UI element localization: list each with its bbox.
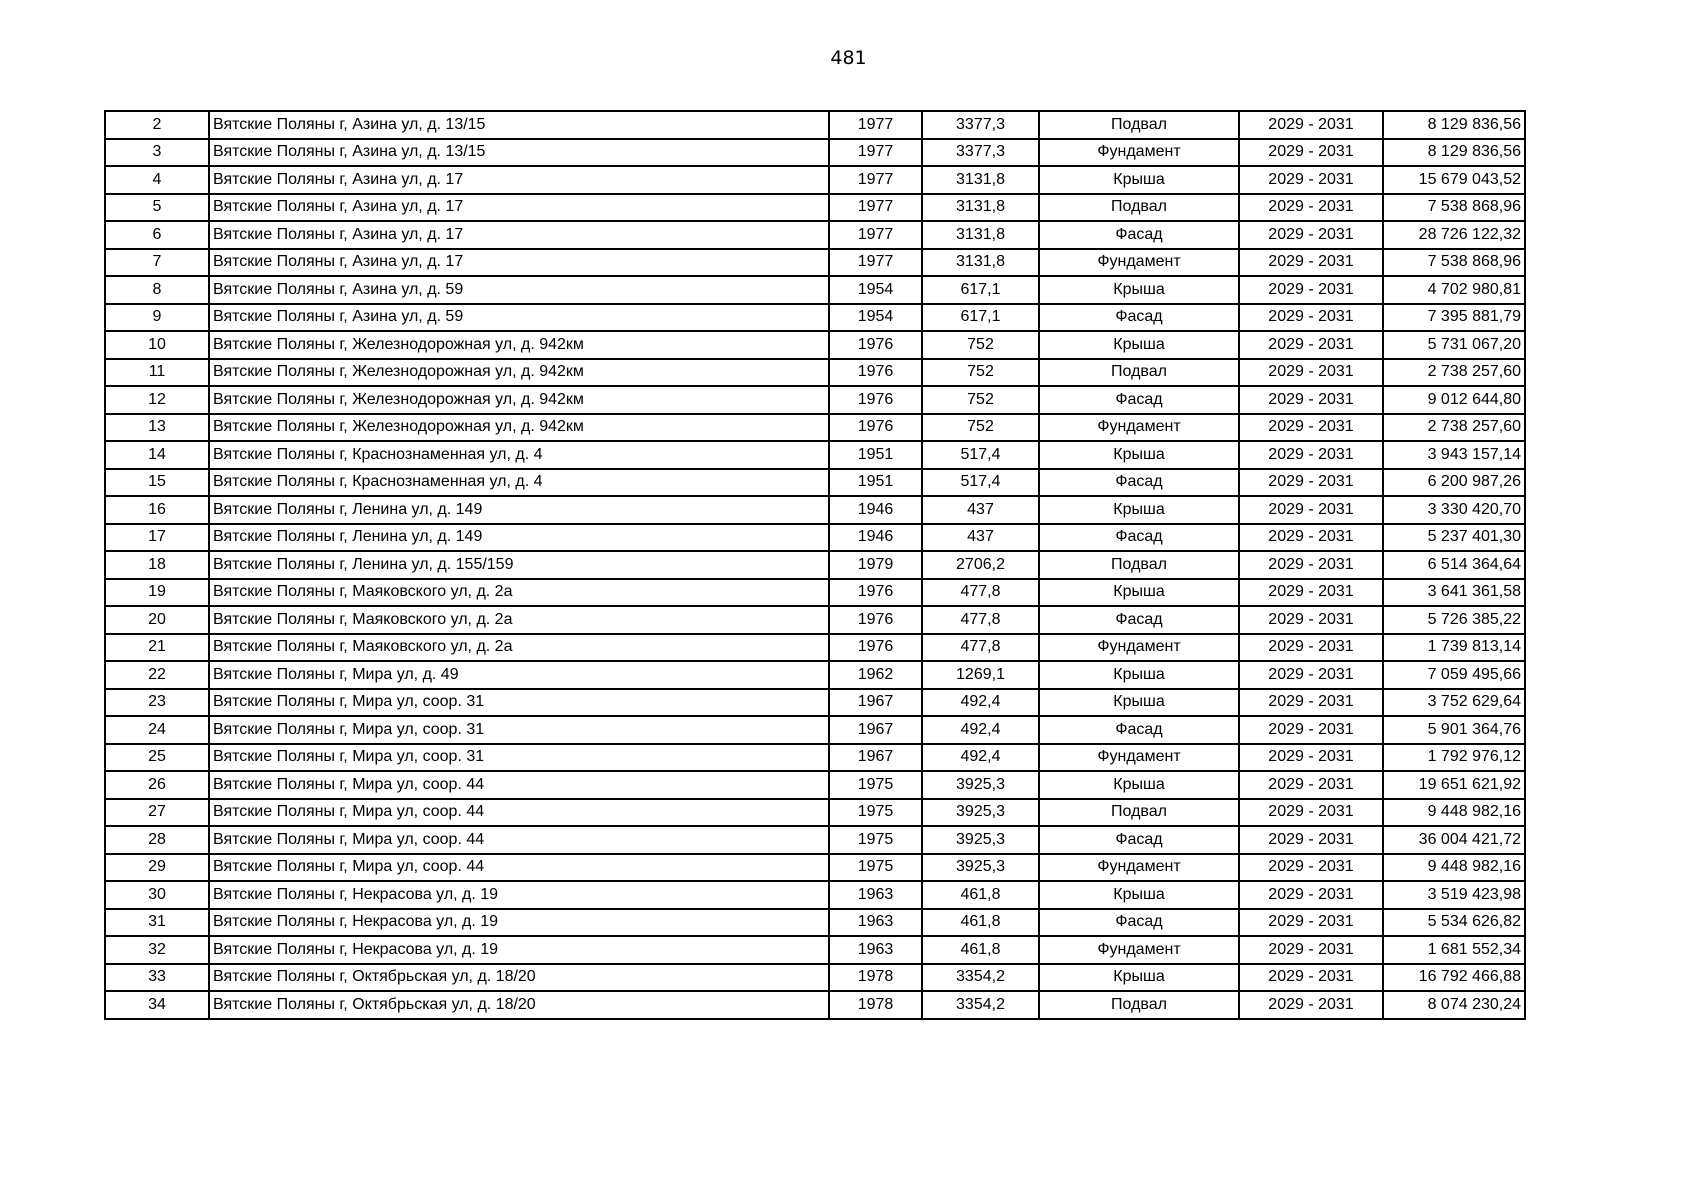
period-cell: 2029 - 2031 — [1239, 304, 1383, 332]
address-cell: Вятские Поляны г, Маяковского ул, д. 2а — [209, 579, 829, 607]
work-type-cell: Фасад — [1039, 469, 1239, 497]
row-number-cell: 12 — [105, 386, 209, 414]
period-cell: 2029 - 2031 — [1239, 689, 1383, 717]
cost-cell: 19 651 621,92 — [1383, 771, 1525, 799]
table-row — [105, 166, 1525, 194]
work-type-cell: Крыша — [1039, 166, 1239, 194]
year-built-cell: 1978 — [829, 991, 922, 1019]
area-cell: 517,4 — [922, 441, 1039, 469]
year-built-cell: 1976 — [829, 606, 922, 634]
address-cell: Вятские Поляны г, Азина ул, д. 13/15 — [209, 139, 829, 167]
table-row — [105, 496, 1525, 524]
row-number-cell: 25 — [105, 744, 209, 772]
row-number-cell: 33 — [105, 964, 209, 992]
year-built-cell: 1946 — [829, 524, 922, 552]
period-cell: 2029 - 2031 — [1239, 579, 1383, 607]
row-number-cell: 22 — [105, 661, 209, 689]
year-built-cell: 1962 — [829, 661, 922, 689]
cost-cell: 3 641 361,58 — [1383, 579, 1525, 607]
table-row — [105, 441, 1525, 469]
table-row — [105, 661, 1525, 689]
address-cell: Вятские Поляны г, Мира ул, соор. 31 — [209, 744, 829, 772]
address-cell: Вятские Поляны г, Ленина ул, д. 149 — [209, 524, 829, 552]
area-cell: 461,8 — [922, 936, 1039, 964]
period-cell: 2029 - 2031 — [1239, 881, 1383, 909]
address-cell: Вятские Поляны г, Мира ул, соор. 44 — [209, 854, 829, 882]
row-number-cell: 18 — [105, 551, 209, 579]
area-cell: 437 — [922, 496, 1039, 524]
period-cell: 2029 - 2031 — [1239, 799, 1383, 827]
cost-cell: 9 448 982,16 — [1383, 799, 1525, 827]
work-type-cell: Фасад — [1039, 606, 1239, 634]
table-row — [105, 799, 1525, 827]
address-cell: Вятские Поляны г, Ленина ул, д. 149 — [209, 496, 829, 524]
cost-cell: 6 514 364,64 — [1383, 551, 1525, 579]
period-cell: 2029 - 2031 — [1239, 386, 1383, 414]
period-cell: 2029 - 2031 — [1239, 469, 1383, 497]
work-type-cell: Крыша — [1039, 579, 1239, 607]
address-cell: Вятские Поляны г, Мира ул, соор. 44 — [209, 771, 829, 799]
year-built-cell: 1975 — [829, 771, 922, 799]
cost-cell: 5 901 364,76 — [1383, 716, 1525, 744]
period-cell: 2029 - 2031 — [1239, 221, 1383, 249]
area-cell: 517,4 — [922, 469, 1039, 497]
area-cell: 461,8 — [922, 909, 1039, 937]
cost-cell: 6 200 987,26 — [1383, 469, 1525, 497]
work-type-cell: Фундамент — [1039, 249, 1239, 277]
area-cell: 461,8 — [922, 881, 1039, 909]
year-built-cell: 1954 — [829, 276, 922, 304]
year-built-cell: 1963 — [829, 909, 922, 937]
work-type-cell: Крыша — [1039, 661, 1239, 689]
area-cell: 477,8 — [922, 606, 1039, 634]
address-cell: Вятские Поляны г, Мира ул, д. 49 — [209, 661, 829, 689]
period-cell: 2029 - 2031 — [1239, 414, 1383, 442]
row-number-cell: 4 — [105, 166, 209, 194]
work-type-cell: Фундамент — [1039, 634, 1239, 662]
cost-cell: 1 681 552,34 — [1383, 936, 1525, 964]
address-cell: Вятские Поляны г, Мира ул, соор. 44 — [209, 826, 829, 854]
cost-cell: 3 330 420,70 — [1383, 496, 1525, 524]
table-row — [105, 139, 1525, 167]
row-number-cell: 24 — [105, 716, 209, 744]
address-cell: Вятские Поляны г, Железнодорожная ул, д. 942км — [209, 331, 829, 359]
period-cell: 2029 - 2031 — [1239, 359, 1383, 387]
year-built-cell: 1977 — [829, 166, 922, 194]
repair-schedule-table — [104, 110, 1526, 1020]
row-number-cell: 9 — [105, 304, 209, 332]
work-type-cell: Крыша — [1039, 331, 1239, 359]
area-cell: 3925,3 — [922, 826, 1039, 854]
cost-cell: 4 702 980,81 — [1383, 276, 1525, 304]
row-number-cell: 30 — [105, 881, 209, 909]
row-number-cell: 28 — [105, 826, 209, 854]
area-cell: 3925,3 — [922, 771, 1039, 799]
area-cell: 3925,3 — [922, 799, 1039, 827]
table-row — [105, 249, 1525, 277]
area-cell: 3131,8 — [922, 194, 1039, 222]
area-cell: 492,4 — [922, 716, 1039, 744]
work-type-cell: Фундамент — [1039, 139, 1239, 167]
row-number-cell: 2 — [105, 111, 209, 139]
row-number-cell: 13 — [105, 414, 209, 442]
row-number-cell: 5 — [105, 194, 209, 222]
work-type-cell: Подвал — [1039, 991, 1239, 1019]
area-cell: 3925,3 — [922, 854, 1039, 882]
area-cell: 477,8 — [922, 634, 1039, 662]
year-built-cell: 1976 — [829, 331, 922, 359]
period-cell: 2029 - 2031 — [1239, 276, 1383, 304]
work-type-cell: Крыша — [1039, 881, 1239, 909]
period-cell: 2029 - 2031 — [1239, 111, 1383, 139]
address-cell: Вятские Поляны г, Азина ул, д. 17 — [209, 166, 829, 194]
year-built-cell: 1946 — [829, 496, 922, 524]
address-cell: Вятские Поляны г, Некрасова ул, д. 19 — [209, 936, 829, 964]
period-cell: 2029 - 2031 — [1239, 964, 1383, 992]
table-row — [105, 826, 1525, 854]
area-cell: 752 — [922, 359, 1039, 387]
row-number-cell: 15 — [105, 469, 209, 497]
area-cell: 477,8 — [922, 579, 1039, 607]
work-type-cell: Фундамент — [1039, 414, 1239, 442]
table-row — [105, 991, 1525, 1019]
work-type-cell: Крыша — [1039, 771, 1239, 799]
area-cell: 617,1 — [922, 304, 1039, 332]
work-type-cell: Подвал — [1039, 799, 1239, 827]
area-cell: 3377,3 — [922, 139, 1039, 167]
row-number-cell: 31 — [105, 909, 209, 937]
address-cell: Вятские Поляны г, Азина ул, д. 17 — [209, 249, 829, 277]
cost-cell: 7 538 868,96 — [1383, 249, 1525, 277]
address-cell: Вятские Поляны г, Октябрьская ул, д. 18/20 — [209, 964, 829, 992]
row-number-cell: 17 — [105, 524, 209, 552]
work-type-cell: Фасад — [1039, 524, 1239, 552]
row-number-cell: 14 — [105, 441, 209, 469]
area-cell: 3131,8 — [922, 221, 1039, 249]
year-built-cell: 1976 — [829, 386, 922, 414]
year-built-cell: 1977 — [829, 221, 922, 249]
row-number-cell: 34 — [105, 991, 209, 1019]
cost-cell: 28 726 122,32 — [1383, 221, 1525, 249]
period-cell: 2029 - 2031 — [1239, 661, 1383, 689]
table-row — [105, 524, 1525, 552]
table-row — [105, 414, 1525, 442]
cost-cell: 36 004 421,72 — [1383, 826, 1525, 854]
cost-cell: 8 129 836,56 — [1383, 139, 1525, 167]
row-number-cell: 16 — [105, 496, 209, 524]
area-cell: 1269,1 — [922, 661, 1039, 689]
row-number-cell: 32 — [105, 936, 209, 964]
table-row — [105, 744, 1525, 772]
year-built-cell: 1978 — [829, 964, 922, 992]
year-built-cell: 1976 — [829, 579, 922, 607]
work-type-cell: Подвал — [1039, 359, 1239, 387]
year-built-cell: 1976 — [829, 414, 922, 442]
period-cell: 2029 - 2031 — [1239, 909, 1383, 937]
cost-cell: 5 731 067,20 — [1383, 331, 1525, 359]
page-number: 481 — [830, 47, 867, 69]
area-cell: 2706,2 — [922, 551, 1039, 579]
area-cell: 492,4 — [922, 689, 1039, 717]
work-type-cell: Фасад — [1039, 221, 1239, 249]
cost-cell: 2 738 257,60 — [1383, 359, 1525, 387]
table-row — [105, 331, 1525, 359]
table-row — [105, 606, 1525, 634]
work-type-cell: Фасад — [1039, 909, 1239, 937]
cost-cell: 7 059 495,66 — [1383, 661, 1525, 689]
row-number-cell: 23 — [105, 689, 209, 717]
cost-cell: 9 448 982,16 — [1383, 854, 1525, 882]
address-cell: Вятские Поляны г, Краснознаменная ул, д. 4 — [209, 469, 829, 497]
table-row — [105, 194, 1525, 222]
row-number-cell: 8 — [105, 276, 209, 304]
table-row — [105, 936, 1525, 964]
address-cell: Вятские Поляны г, Октябрьская ул, д. 18/20 — [209, 991, 829, 1019]
period-cell: 2029 - 2031 — [1239, 249, 1383, 277]
period-cell: 2029 - 2031 — [1239, 744, 1383, 772]
address-cell: Вятские Поляны г, Маяковского ул, д. 2а — [209, 634, 829, 662]
work-type-cell: Фундамент — [1039, 744, 1239, 772]
table-row — [105, 386, 1525, 414]
period-cell: 2029 - 2031 — [1239, 524, 1383, 552]
year-built-cell: 1951 — [829, 441, 922, 469]
cost-cell: 8 074 230,24 — [1383, 991, 1525, 1019]
period-cell: 2029 - 2031 — [1239, 634, 1383, 662]
cost-cell: 16 792 466,88 — [1383, 964, 1525, 992]
work-type-cell: Фундамент — [1039, 936, 1239, 964]
row-number-cell: 19 — [105, 579, 209, 607]
work-type-cell: Подвал — [1039, 194, 1239, 222]
period-cell: 2029 - 2031 — [1239, 606, 1383, 634]
row-number-cell: 26 — [105, 771, 209, 799]
area-cell: 3354,2 — [922, 991, 1039, 1019]
year-built-cell: 1976 — [829, 359, 922, 387]
year-built-cell: 1977 — [829, 111, 922, 139]
cost-cell: 5 237 401,30 — [1383, 524, 1525, 552]
address-cell: Вятские Поляны г, Железнодорожная ул, д. 942км — [209, 359, 829, 387]
address-cell: Вятские Поляны г, Некрасова ул, д. 19 — [209, 909, 829, 937]
area-cell: 492,4 — [922, 744, 1039, 772]
table-row — [105, 469, 1525, 497]
year-built-cell: 1977 — [829, 194, 922, 222]
row-number-cell: 7 — [105, 249, 209, 277]
work-type-cell: Крыша — [1039, 689, 1239, 717]
address-cell: Вятские Поляны г, Азина ул, д. 59 — [209, 304, 829, 332]
address-cell: Вятские Поляны г, Мира ул, соор. 31 — [209, 689, 829, 717]
cost-cell: 5 534 626,82 — [1383, 909, 1525, 937]
table-row — [105, 221, 1525, 249]
cost-cell: 3 752 629,64 — [1383, 689, 1525, 717]
period-cell: 2029 - 2031 — [1239, 166, 1383, 194]
work-type-cell: Подвал — [1039, 551, 1239, 579]
period-cell: 2029 - 2031 — [1239, 771, 1383, 799]
work-type-cell: Фундамент — [1039, 854, 1239, 882]
table-row — [105, 716, 1525, 744]
address-cell: Вятские Поляны г, Ленина ул, д. 155/159 — [209, 551, 829, 579]
year-built-cell: 1963 — [829, 936, 922, 964]
table-body — [105, 111, 1525, 1019]
table-row — [105, 359, 1525, 387]
row-number-cell: 27 — [105, 799, 209, 827]
work-type-cell: Крыша — [1039, 496, 1239, 524]
period-cell: 2029 - 2031 — [1239, 826, 1383, 854]
row-number-cell: 20 — [105, 606, 209, 634]
area-cell: 3377,3 — [922, 111, 1039, 139]
address-cell: Вятские Поляны г, Азина ул, д. 59 — [209, 276, 829, 304]
address-cell: Вятские Поляны г, Маяковского ул, д. 2а — [209, 606, 829, 634]
address-cell: Вятские Поляны г, Азина ул, д. 13/15 — [209, 111, 829, 139]
table-row — [105, 634, 1525, 662]
year-built-cell: 1976 — [829, 634, 922, 662]
table-row — [105, 909, 1525, 937]
row-number-cell: 3 — [105, 139, 209, 167]
table-row — [105, 551, 1525, 579]
cost-cell: 1 739 813,14 — [1383, 634, 1525, 662]
year-built-cell: 1967 — [829, 744, 922, 772]
work-type-cell: Крыша — [1039, 964, 1239, 992]
area-cell: 752 — [922, 414, 1039, 442]
year-built-cell: 1975 — [829, 799, 922, 827]
year-built-cell: 1967 — [829, 716, 922, 744]
area-cell: 437 — [922, 524, 1039, 552]
year-built-cell: 1977 — [829, 249, 922, 277]
address-cell: Вятские Поляны г, Азина ул, д. 17 — [209, 221, 829, 249]
area-cell: 752 — [922, 386, 1039, 414]
work-type-cell: Фасад — [1039, 716, 1239, 744]
work-type-cell: Крыша — [1039, 441, 1239, 469]
table-row — [105, 111, 1525, 139]
table-row — [105, 276, 1525, 304]
area-cell: 3354,2 — [922, 964, 1039, 992]
year-built-cell: 1954 — [829, 304, 922, 332]
work-type-cell: Фасад — [1039, 304, 1239, 332]
cost-cell: 8 129 836,56 — [1383, 111, 1525, 139]
period-cell: 2029 - 2031 — [1239, 991, 1383, 1019]
period-cell: 2029 - 2031 — [1239, 854, 1383, 882]
period-cell: 2029 - 2031 — [1239, 716, 1383, 744]
cost-cell: 2 738 257,60 — [1383, 414, 1525, 442]
address-cell: Вятские Поляны г, Некрасова ул, д. 19 — [209, 881, 829, 909]
address-cell: Вятские Поляны г, Мира ул, соор. 31 — [209, 716, 829, 744]
year-built-cell: 1975 — [829, 826, 922, 854]
period-cell: 2029 - 2031 — [1239, 441, 1383, 469]
table-row — [105, 579, 1525, 607]
table-row — [105, 881, 1525, 909]
work-type-cell: Подвал — [1039, 111, 1239, 139]
year-built-cell: 1979 — [829, 551, 922, 579]
period-cell: 2029 - 2031 — [1239, 331, 1383, 359]
address-cell: Вятские Поляны г, Железнодорожная ул, д. 942км — [209, 414, 829, 442]
area-cell: 752 — [922, 331, 1039, 359]
work-type-cell: Фасад — [1039, 826, 1239, 854]
period-cell: 2029 - 2031 — [1239, 551, 1383, 579]
work-type-cell: Фасад — [1039, 386, 1239, 414]
cost-cell: 5 726 385,22 — [1383, 606, 1525, 634]
year-built-cell: 1967 — [829, 689, 922, 717]
row-number-cell: 29 — [105, 854, 209, 882]
year-built-cell: 1977 — [829, 139, 922, 167]
table-row — [105, 304, 1525, 332]
period-cell: 2029 - 2031 — [1239, 936, 1383, 964]
year-built-cell: 1963 — [829, 881, 922, 909]
area-cell: 3131,8 — [922, 249, 1039, 277]
address-cell: Вятские Поляны г, Мира ул, соор. 44 — [209, 799, 829, 827]
cost-cell: 3 519 423,98 — [1383, 881, 1525, 909]
period-cell: 2029 - 2031 — [1239, 194, 1383, 222]
work-type-cell: Крыша — [1039, 276, 1239, 304]
period-cell: 2029 - 2031 — [1239, 496, 1383, 524]
year-built-cell: 1975 — [829, 854, 922, 882]
area-cell: 617,1 — [922, 276, 1039, 304]
table-row — [105, 964, 1525, 992]
address-cell: Вятские Поляны г, Железнодорожная ул, д. 942км — [209, 386, 829, 414]
cost-cell: 3 943 157,14 — [1383, 441, 1525, 469]
table-row — [105, 689, 1525, 717]
address-cell: Вятские Поляны г, Азина ул, д. 17 — [209, 194, 829, 222]
area-cell: 3131,8 — [922, 166, 1039, 194]
table-row — [105, 771, 1525, 799]
cost-cell: 15 679 043,52 — [1383, 166, 1525, 194]
address-cell: Вятские Поляны г, Краснознаменная ул, д. 4 — [209, 441, 829, 469]
year-built-cell: 1951 — [829, 469, 922, 497]
row-number-cell: 6 — [105, 221, 209, 249]
row-number-cell: 21 — [105, 634, 209, 662]
cost-cell: 7 395 881,79 — [1383, 304, 1525, 332]
cost-cell: 7 538 868,96 — [1383, 194, 1525, 222]
row-number-cell: 11 — [105, 359, 209, 387]
table-row — [105, 854, 1525, 882]
cost-cell: 9 012 644,80 — [1383, 386, 1525, 414]
period-cell: 2029 - 2031 — [1239, 139, 1383, 167]
row-number-cell: 10 — [105, 331, 209, 359]
cost-cell: 1 792 976,12 — [1383, 744, 1525, 772]
